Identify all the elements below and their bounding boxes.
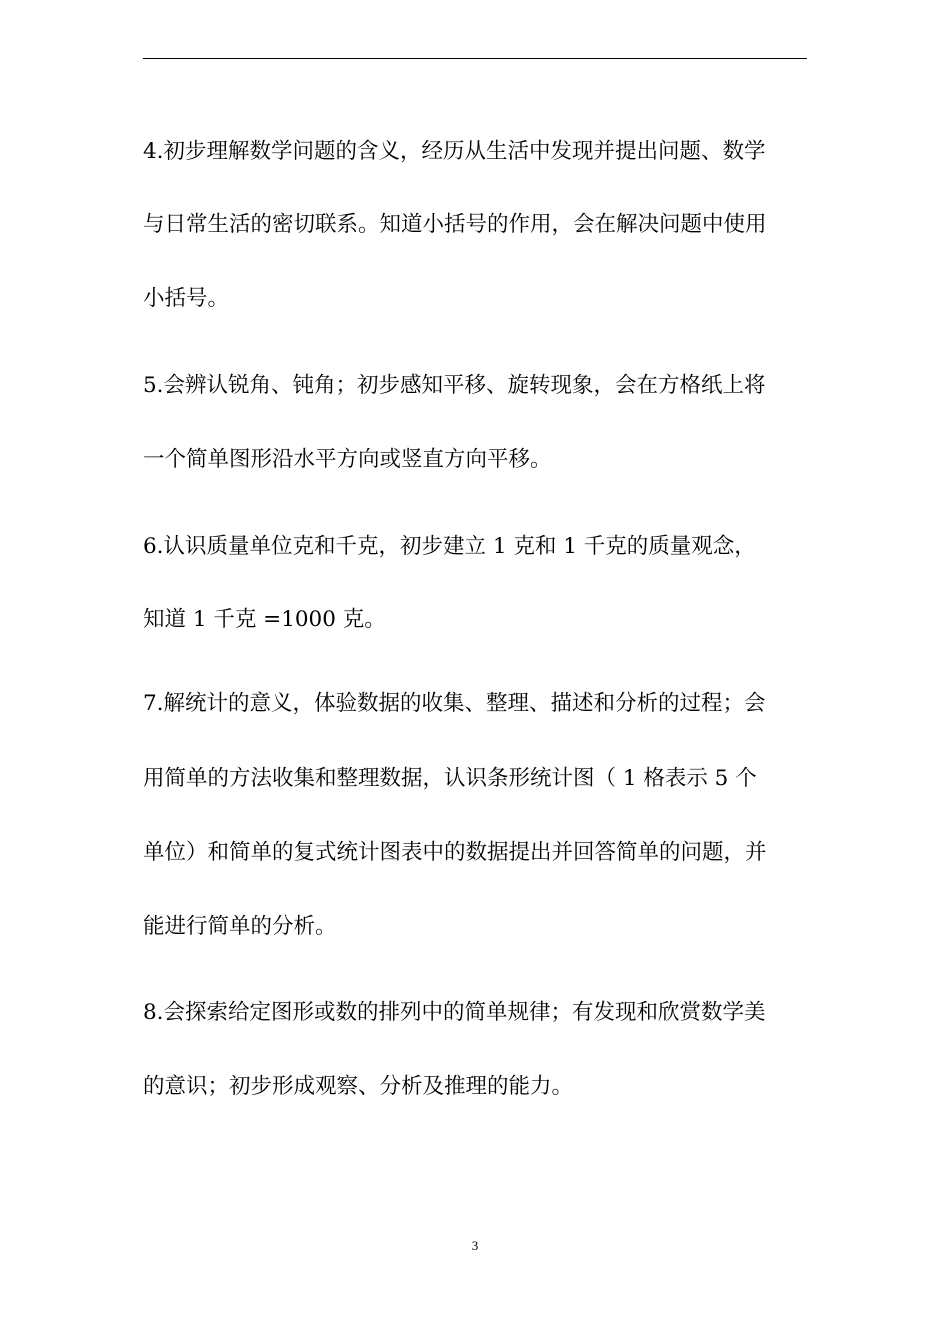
- text-line: 7.解统计的意义，体验数据的收集、整理、描述和分析的过程；会: [143, 691, 766, 716]
- text-line: 5.会辨认锐角、钝角；初步感知平移、旋转现象，会在方格纸上将: [143, 373, 766, 398]
- text-line: 用简单的方法收集和整理数据，认识条形统计图（ 1 格表示 5 个: [143, 766, 757, 791]
- text-line: 6.认识质量单位克和千克，初步建立 1 克和 1 千克的质量观念，: [143, 534, 756, 559]
- text-line: 一个简单图形沿水平方向或竖直方向平移。: [143, 447, 552, 472]
- text-line: 的意识；初步形成观察、分析及推理的能力。: [143, 1074, 574, 1099]
- text-line: 小括号。: [143, 286, 230, 311]
- page-number: 3: [471, 1238, 479, 1253]
- text-line: 4.初步理解数学问题的含义，经历从生活中发现并提出问题、数学: [143, 139, 766, 164]
- text-line: 知道 1 千克 =1000 克。: [143, 607, 386, 632]
- text-line: 单位）和简单的复式统计图表中的数据提出并回答简单的问题，并: [143, 840, 767, 865]
- text-line: 与日常生活的密切联系。知道小括号的作用，会在解决问题中使用: [143, 212, 767, 237]
- header-rule: [143, 58, 807, 59]
- text-line: 能进行简单的分析。: [143, 914, 337, 939]
- text-line: 8.会探索给定图形或数的排列中的简单规律；有发现和欣赏数学美: [143, 1000, 766, 1025]
